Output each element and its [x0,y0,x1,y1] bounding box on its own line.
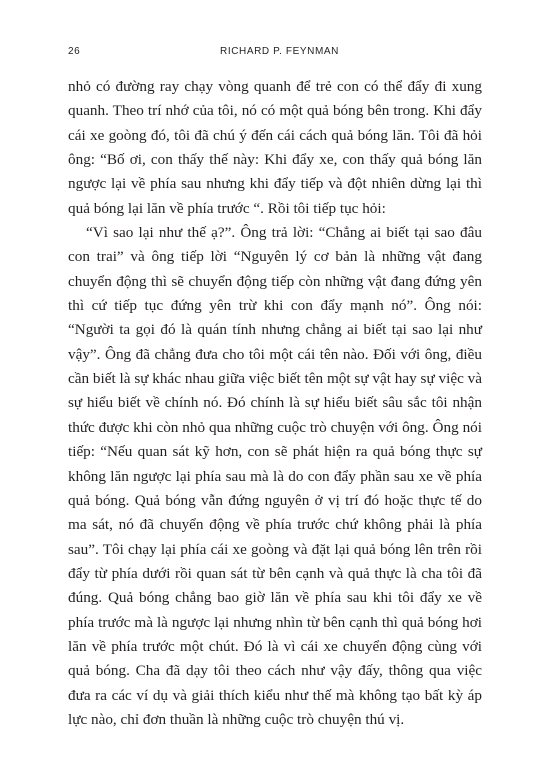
running-head-author: RICHARD P. FEYNMAN [220,46,339,57]
paragraph: “Vì sao lại như thế ạ?”. Ông trả lời: “Chẳng ai biết tại sao đâu con trai” và ông tiếp lời “Nguyên lý cơ bản là những vật đang chuyển động thì sẽ chuyển động tiếp còn những vật đang đứng yên thì cứ tiếp tục đứng yên trừ khi con đẩy mạnh nó”. Ông nói: “Người ta gọi đó là quán tính nhưng chẳng ai biết tại sao lại như vậy”. Ông đã chẳng đưa cho tôi một cái tên nào. Đối với ông, điều cần biết là sự khác nhau giữa việc biết tên một sự vật hay sự việc và sự hiểu biết về chính nó. Đó chính là sự hiểu biết sâu sắc tôi nhận thức được khi còn nhỏ qua những cuộc trò chuyện với ông. Ông nói tiếp: “Nếu quan sát kỹ hơn, con sẽ phát hiện ra quả bóng thực sự không lăn ngược lại phía sau mà là do con đẩy phần sau xe về phía quả bóng. Quả bóng vẫn đứng nguyên ở vị trí đó hoặc thực tế do ma sát, nó đã chuyển động về phía trước chứ không phải là phía sau”. Tôi chạy lại phía cái xe goòng và đặt lại quả bóng lên trên rồi đẩy từ phía dưới rồi quan sát từ bên cạnh và quả thực là cha tôi đã đúng. Quả bóng chẳng bao giờ lăn về phía sau khi tôi đẩy xe về phía trước mà là ngược lại nhưng nhìn từ bên cạnh thì quả bóng hơi lăn về phía trước một chút. Đó là vì cái xe chuyển động cùng với quả bóng. Cha đã dạy tôi theo cách như vậy đấy, thông qua việc đưa ra các ví dụ và giải thích kiểu như thế mà không tạo bất kỳ áp lực nào, chỉ đơn thuần là những cuộc trò chuyện thú vị. [68,224,482,728]
body-text [68,75,482,732]
page-number: 26 [68,46,81,57]
page-header [68,46,482,60]
paragraph-continuation: nhỏ có đường ray chạy vòng quanh để trẻ con có thể đẩy đi xung quanh. Theo trí nhớ của tôi, nó có một quả bóng bên trong. Khi đẩy cái xe goòng đó, tôi đã chú ý đến cái cách quả bóng lăn. Tôi đã hỏi ông: “Bố ơi, con thấy thế này: Khi đẩy xe, con thấy quả bóng lăn ngược lại về phía sau nhưng khi đẩy tiếp và đột nhiên dừng lại thì quả bóng lại lăn về phía trước “. Rồi tôi tiếp tục hỏi: [68,78,482,217]
